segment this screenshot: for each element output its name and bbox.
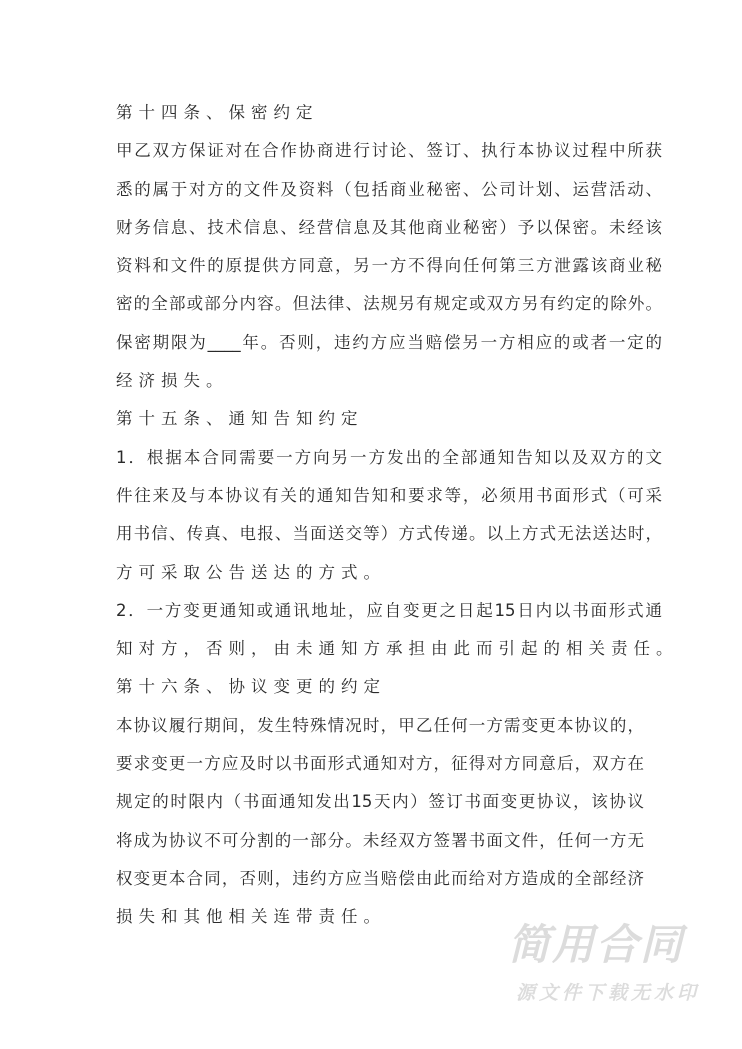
watermark bbox=[508, 912, 700, 1005]
section-title: 第十五条、通知告知约定 bbox=[116, 409, 364, 429]
paragraph-line: 保密期限为____年。否则，违约方应当赔偿另一方相应的或者一定的 bbox=[116, 332, 662, 352]
section-title: 第十四条、保密约定 bbox=[116, 103, 319, 122]
paragraph-line: 要求变更一方应及时以书面形式通知对方，征得对方同意后，双方在 bbox=[116, 754, 644, 774]
watermark-subtitle: 源文件下载无水印 bbox=[516, 982, 701, 1004]
paragraph-line: 2．一方变更通知或通讯地址，应自变更之日起15日内以书面形式通 bbox=[116, 600, 662, 620]
paragraph-line: 密的全部或部分内容。但法律、法规另有规定或双方另有约定的除外。 bbox=[116, 294, 662, 314]
paragraph-line: 件往来及与本协议有关的通知告知和要求等，必须用书面形式（可采 bbox=[116, 485, 662, 505]
paragraph-line: 经济损失。 bbox=[116, 371, 229, 391]
paragraph-line: 财务信息、技术信息、经营信息及其他商业秘密）予以保密。未经该 bbox=[116, 217, 662, 237]
paragraph-line: 本协议履行期间，发生特殊情况时，甲乙任何一方需变更本协议的， bbox=[116, 715, 644, 735]
section-title: 第十六条、协议变更的约定 bbox=[116, 677, 386, 697]
paragraph-line: 损失和其他相关连带责任。 bbox=[116, 907, 386, 927]
paragraph-line: 方可采取公告送达的方式。 bbox=[116, 562, 386, 582]
paragraph-line: 将成为协议不可分割的一部分。未经双方签署书面文件，任何一方无 bbox=[116, 830, 644, 850]
watermark-title: 简用合同 bbox=[508, 920, 685, 969]
paragraph-line: 1．根据本合同需要一方向另一方发出的全部通知告知以及双方的文 bbox=[116, 447, 662, 467]
paragraph-line: 资料和文件的原提供方同意，另一方不得向任何第三方泄露该商业秘 bbox=[116, 256, 662, 276]
document-body bbox=[116, 94, 679, 937]
paragraph-line: 悉的属于对方的文件及资料（包括商业秘密、公司计划、运营活动、 bbox=[116, 179, 662, 199]
paragraph-line: 甲乙双方保证对在合作协商进行讨论、签订、执行本协议过程中所获 bbox=[116, 141, 662, 161]
paragraph-line: 规定的时限内（书面通知发出15天内）签订书面变更协议，该协议 bbox=[116, 792, 644, 812]
paragraph-line: 权变更本合同，否则，违约方应当赔偿由此而给对方造成的全部经济 bbox=[116, 868, 644, 888]
paragraph-line: 用书信、传真、电报、当面送交等）方式传递。以上方式无法送达时， bbox=[116, 524, 662, 544]
paragraph-line: 知对方，否则，由未通知方承担由此而引起的相关责任。 bbox=[116, 639, 679, 659]
